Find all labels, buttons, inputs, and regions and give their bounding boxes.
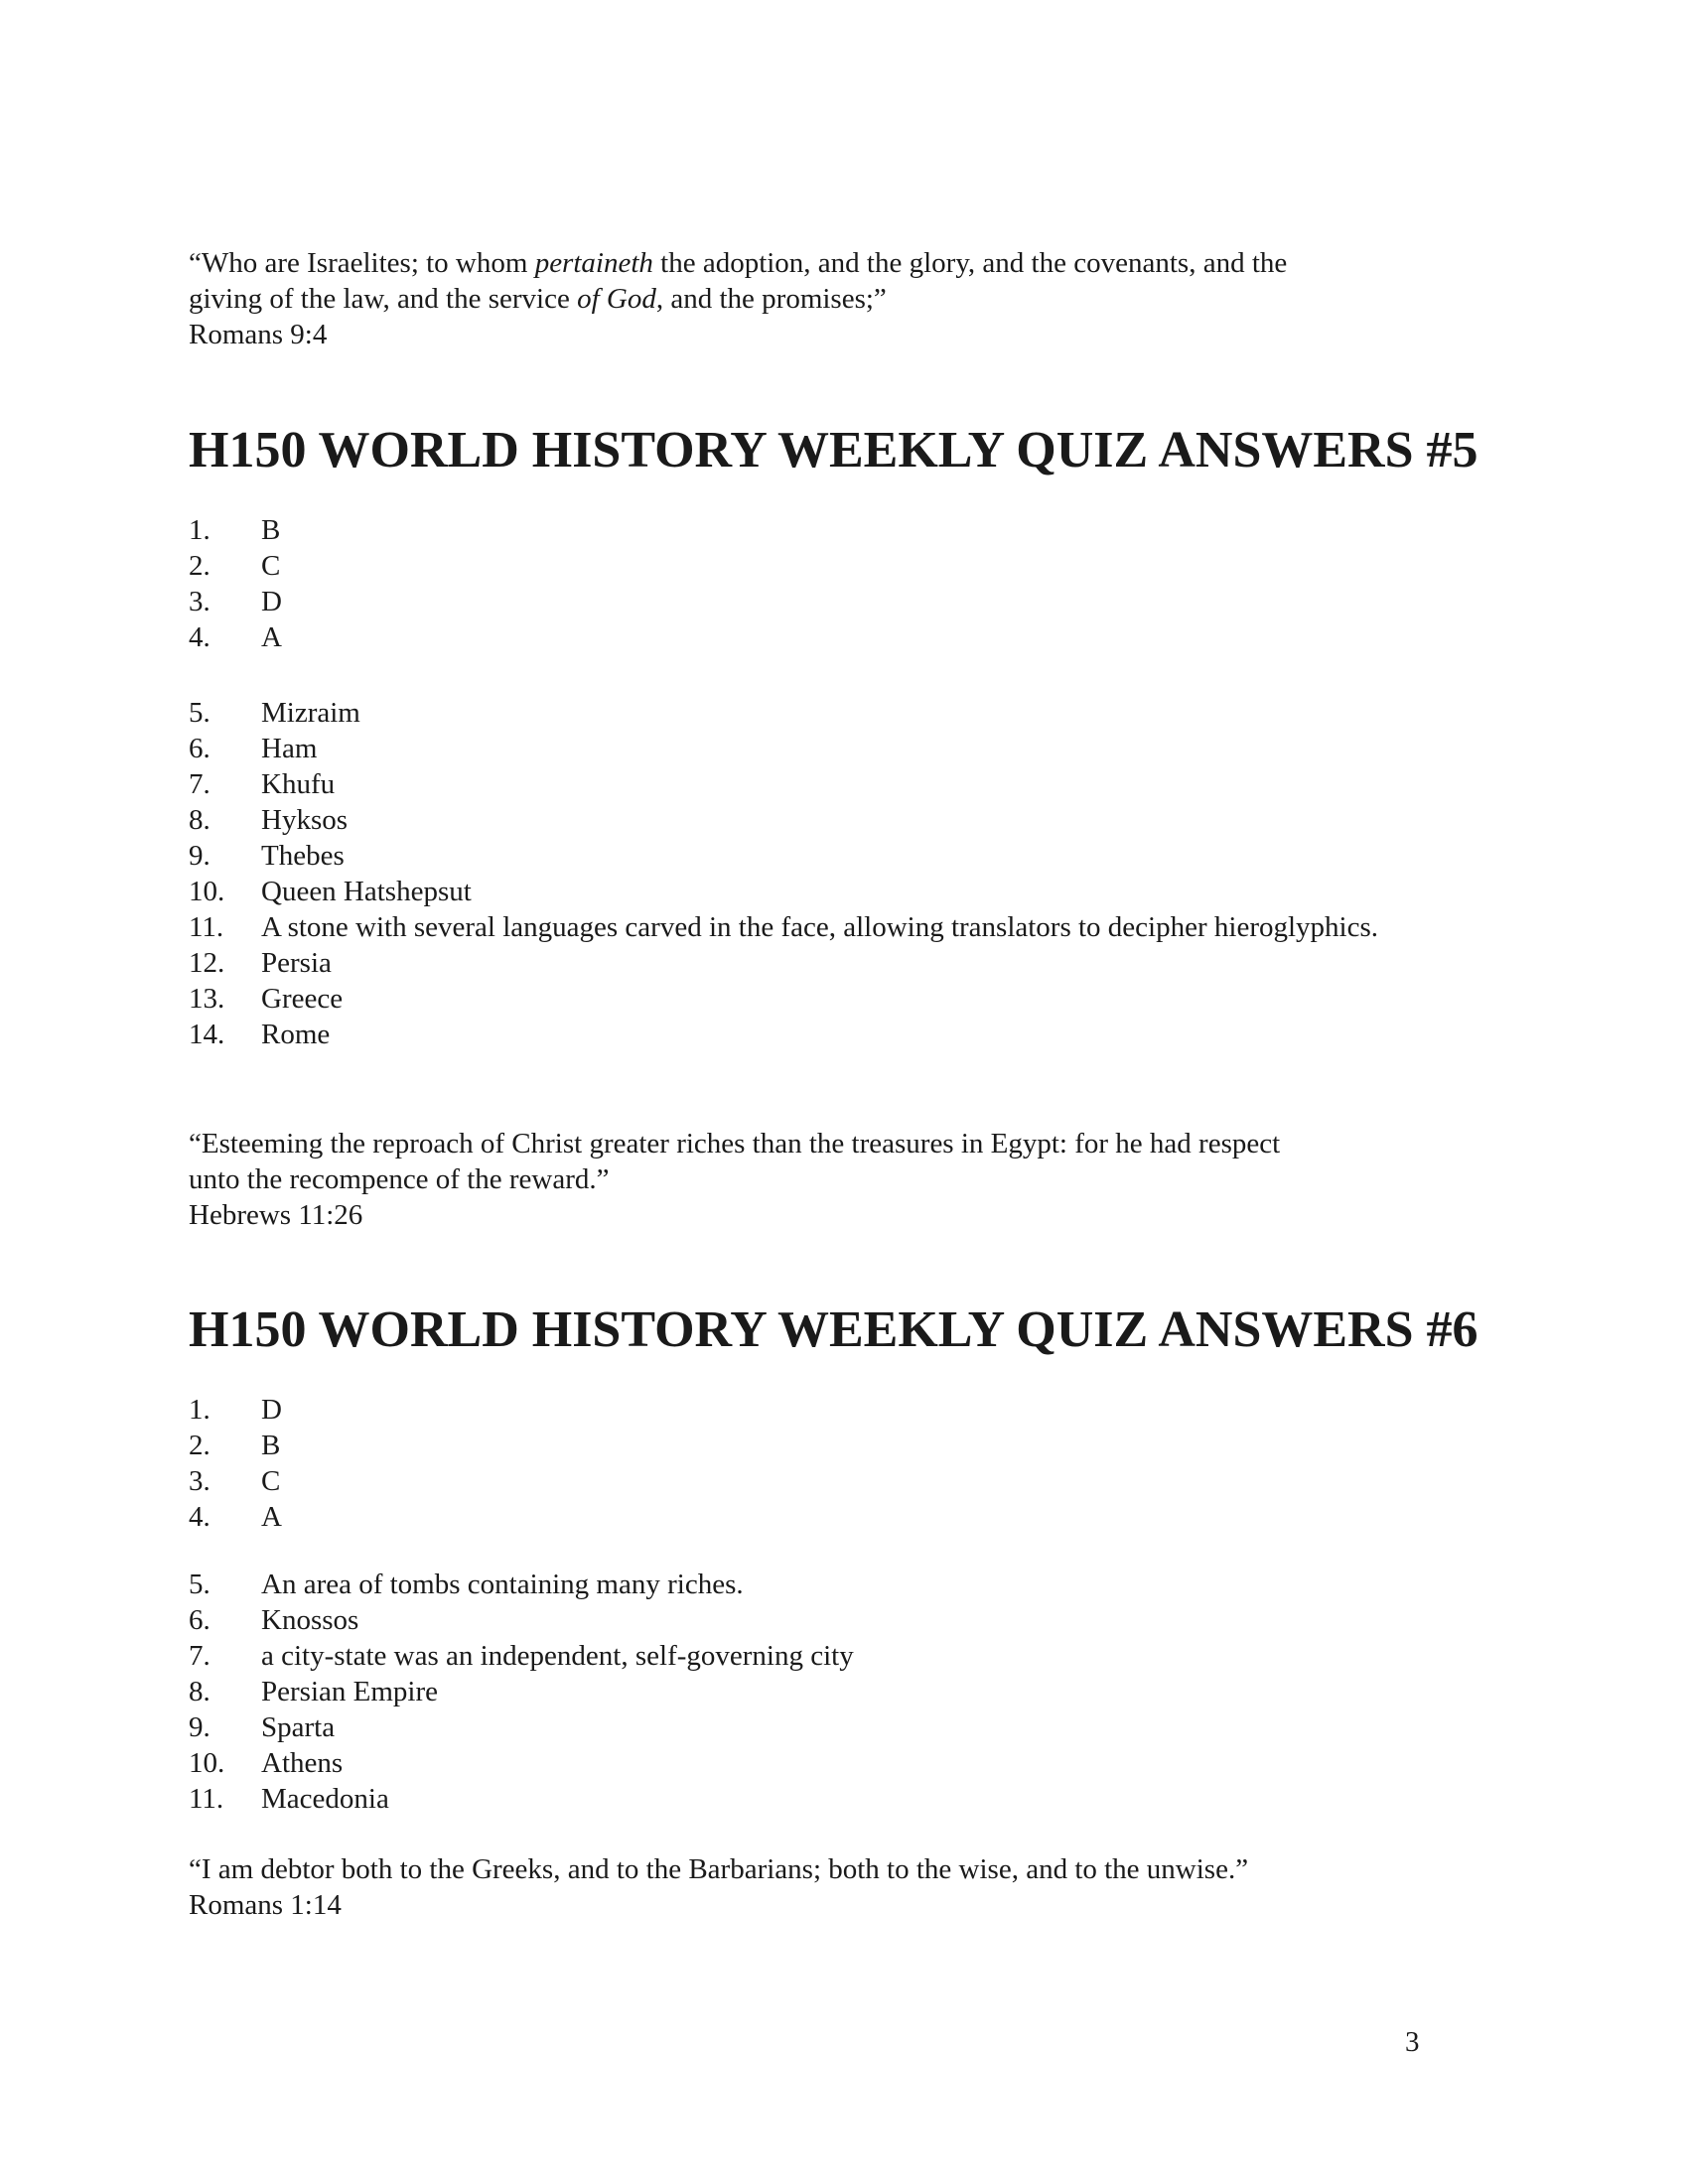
answer-item	[189, 1567, 854, 1602]
answer-item	[189, 945, 1378, 981]
quote-reference: Romans 1:14	[189, 1889, 342, 1921]
answer-item	[189, 1392, 282, 1428]
answer-text: An area of tombs containing many riches.	[261, 1569, 744, 1600]
answer-number: 8.	[189, 1676, 211, 1707]
answer-number: 11.	[189, 911, 224, 943]
answer-item	[189, 802, 1378, 838]
answer-item	[189, 1428, 282, 1463]
answer-text: Khufu	[261, 768, 336, 800]
answer-item	[189, 1602, 854, 1638]
answer-item	[189, 512, 282, 548]
answer-number: 6.	[189, 733, 211, 764]
answer-text: Greece	[261, 983, 344, 1015]
page-number: 3	[1405, 2026, 1420, 2058]
answer-text: A	[261, 621, 282, 653]
quote-segment: “Who are Israelites; to whom	[189, 247, 535, 279]
answer-number: 3.	[189, 1465, 211, 1497]
answer-item	[189, 1674, 854, 1709]
answer-number: 10.	[189, 1747, 225, 1779]
answer-text: Queen Hatshepsut	[261, 876, 472, 907]
quiz5-title: H150 WORLD HISTORY WEEKLY QUIZ ANSWERS #5	[189, 422, 1478, 478]
quiz6-title: H150 WORLD HISTORY WEEKLY QUIZ ANSWERS #6	[189, 1301, 1478, 1358]
answer-text: B	[261, 514, 281, 546]
quiz6-answers-1-4	[189, 1392, 282, 1535]
answer-text: Persia	[261, 947, 332, 979]
answer-text: a city-state was an independent, self-governing city	[261, 1640, 854, 1672]
answer-text: Athens	[261, 1747, 344, 1779]
answer-text: C	[261, 1465, 281, 1497]
quote-segment: “Esteeming the reproach of Christ greater riches than the treasures in Egypt: for he had respect	[189, 1128, 1281, 1160]
answer-number: 5.	[189, 1569, 211, 1600]
answer-text: Persian Empire	[261, 1676, 438, 1707]
answer-text: Rome	[261, 1019, 331, 1050]
answer-number: 8.	[189, 804, 211, 836]
answer-text: A stone with several languages carved in the face, allowing translators to decipher hieroglyphics.	[261, 911, 1378, 943]
answer-item	[189, 1781, 854, 1817]
answer-number: 11.	[189, 1783, 224, 1815]
quote-segment: giving of the law, and the service	[189, 283, 578, 315]
answer-item	[189, 909, 1378, 945]
answer-item	[189, 1709, 854, 1745]
answer-item	[189, 695, 1378, 731]
scripture-quote-romans-1-14	[189, 1851, 1460, 1923]
answer-number: 9.	[189, 1711, 211, 1743]
answer-number: 5.	[189, 697, 211, 729]
answer-item	[189, 584, 282, 619]
answer-number: 4.	[189, 621, 211, 653]
scripture-quote-romans-9-4	[189, 245, 1460, 352]
answer-number: 12.	[189, 947, 225, 979]
quote-line	[189, 245, 1460, 281]
quote-line	[189, 1126, 1460, 1161]
answer-item	[189, 766, 1378, 802]
answer-number: 14.	[189, 1019, 225, 1050]
answer-number: 2.	[189, 550, 211, 582]
answer-text: Mizraim	[261, 697, 360, 729]
answer-item	[189, 874, 1378, 909]
quote-segment: the adoption, and the glory, and the covenants, and the	[652, 247, 1288, 279]
answer-text: B	[261, 1430, 281, 1461]
quiz5-answers-1-4	[189, 512, 282, 655]
answer-number: 13.	[189, 983, 225, 1015]
answer-item	[189, 619, 282, 655]
answer-text: Thebes	[261, 840, 345, 872]
answer-number: 4.	[189, 1501, 211, 1533]
scripture-quote-hebrews-11-26	[189, 1126, 1460, 1233]
answer-number: 7.	[189, 1640, 211, 1672]
answer-text: Sparta	[261, 1711, 336, 1743]
quote-segment: “I am debtor both to the Greeks, and to the Barbarians; both to the wise, and to the unwise.”	[189, 1853, 1249, 1885]
answer-item	[189, 838, 1378, 874]
answer-number: 9.	[189, 840, 211, 872]
quote-line	[189, 1851, 1460, 1887]
answer-text: A	[261, 1501, 282, 1533]
answer-item	[189, 1463, 282, 1499]
answer-text: Hyksos	[261, 804, 349, 836]
quote-line	[189, 281, 1460, 317]
answer-text: D	[261, 586, 282, 617]
quote-line	[189, 1161, 1460, 1197]
answer-item	[189, 1499, 282, 1535]
answer-text: Ham	[261, 733, 318, 764]
answer-item	[189, 981, 1378, 1017]
answer-item	[189, 731, 1378, 766]
answer-number: 6.	[189, 1604, 211, 1636]
quote-italic-segment: pertaineth	[534, 247, 653, 279]
quote-segment: , and the promises;”	[655, 283, 887, 315]
answer-number: 3.	[189, 586, 211, 617]
answer-text: Knossos	[261, 1604, 359, 1636]
answer-number: 10.	[189, 876, 225, 907]
quiz6-answers-5-11	[189, 1567, 854, 1817]
quote-reference: Hebrews 11:26	[189, 1199, 363, 1231]
answer-item	[189, 1638, 854, 1674]
answer-number: 1.	[189, 514, 211, 546]
answer-item	[189, 548, 282, 584]
answer-text: C	[261, 550, 281, 582]
answer-text: Macedonia	[261, 1783, 389, 1815]
answer-item	[189, 1017, 1378, 1052]
quote-italic-segment: of God	[577, 283, 656, 315]
quote-reference: Romans 9:4	[189, 319, 328, 350]
answer-item	[189, 1745, 854, 1781]
quiz5-answers-5-14	[189, 695, 1378, 1052]
quote-segment: unto the recompence of the reward.”	[189, 1163, 610, 1195]
answer-number: 1.	[189, 1394, 211, 1426]
answer-number: 7.	[189, 768, 211, 800]
answer-number: 2.	[189, 1430, 211, 1461]
answer-text: D	[261, 1394, 282, 1426]
